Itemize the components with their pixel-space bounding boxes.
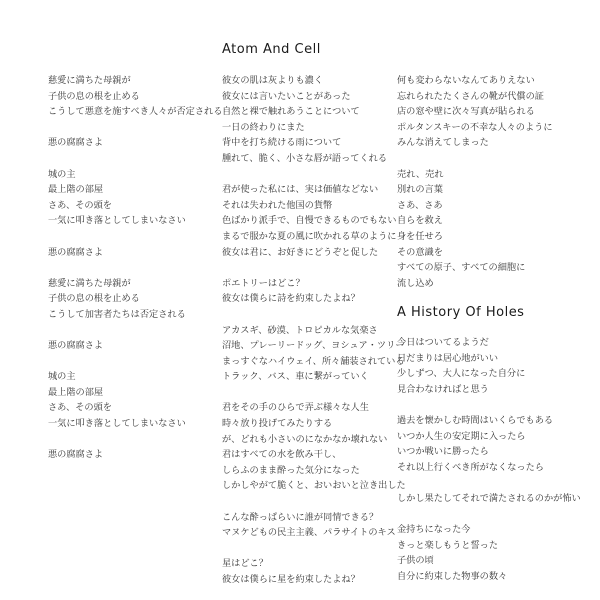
- lyric-line: 売れ、売れ: [397, 168, 444, 180]
- stanza-break: [48, 229, 208, 245]
- lyric-line: 慈愛に満ちた母親が: [48, 277, 131, 289]
- lyric-line: 沼地、プレーリードッグ、ヨシュア・ツリー: [222, 340, 405, 352]
- stanza-break: [397, 397, 572, 413]
- stanza-break: [222, 541, 392, 557]
- lyric-line: まるで服かな夏の風に吹かれる草のように: [222, 230, 397, 242]
- lyrics-column-1: [48, 73, 223, 463]
- lyric-line: 慈愛に満ちた母親が: [48, 75, 131, 86]
- song-title-atom-and-cell: Atom And Cell: [222, 42, 321, 57]
- lyric-line: さあ、その頭を: [48, 402, 112, 414]
- lyric-line: 彼女は君に、お好きにどうぞと促した: [222, 246, 379, 258]
- lyric-line: 背中を打ち続ける雨について: [222, 137, 342, 149]
- lyric-line: 今日はついてるようだ: [397, 337, 489, 348]
- stanza-break: [48, 260, 208, 276]
- lyric-line: まっすぐなハイウェイ、所々舗装されている: [222, 355, 405, 367]
- lyric-line: 君はすべての水を飲み干し、: [222, 449, 342, 461]
- stanza-break: [222, 494, 392, 510]
- lyric-line: 彼女は僕らに詩を約束したよね？: [222, 293, 360, 305]
- lyric-line: 君が使った私には、実は価値などない: [222, 184, 379, 196]
- lyric-line: 一日の終わりにまた: [222, 121, 305, 133]
- lyric-line: 過去を懐かしむ時間はいくらでもある: [397, 414, 554, 426]
- lyric-line: 星はどこ？: [222, 558, 268, 570]
- lyric-line: 腫れて、脆く、小さな唇が語ってくれる: [222, 152, 388, 164]
- stanza-break: [222, 167, 392, 183]
- lyric-line: いつか戦いに勝ったら: [397, 446, 489, 458]
- lyric-line: 彼女には言いたいことがあった: [222, 90, 351, 102]
- lyric-line: すべての原子、すべての細胞に: [397, 262, 526, 274]
- lyric-line: 金持ちになった今: [397, 524, 471, 536]
- lyric-line: 何も変わらないなんてありえない: [397, 75, 535, 86]
- lyric-line: いつか人生の安定期に入ったら: [397, 430, 526, 442]
- lyric-line: みんな消えてしまった: [397, 137, 489, 149]
- lyric-line: さあ、さあ: [397, 199, 443, 211]
- stanza-break: [48, 323, 208, 339]
- lyric-line: 悪の腐腐さよ: [48, 137, 104, 149]
- lyric-line: それは失われた他国の貨幣: [222, 199, 333, 211]
- lyric-line: アカスギ、砂漠、トロピカルな気楽さ: [222, 324, 378, 336]
- stanza-break: [222, 307, 392, 323]
- lyric-line: 彼女の肌は灰よりも濃く: [222, 75, 324, 86]
- stanza-break: [397, 475, 572, 491]
- lyric-line: さあ、その頭を: [48, 199, 112, 211]
- stanza-break: [48, 151, 208, 167]
- lyric-line: マヌケどもの民主主義、パラサイトのキス: [222, 527, 396, 539]
- lyric-line: 店の窓や壁に次々写真が貼られる: [397, 106, 535, 118]
- lyric-line: 一気に叩き落としてしまいなさい: [48, 215, 186, 227]
- stanza-break: [222, 260, 392, 276]
- stanza-break: [397, 151, 572, 167]
- lyric-line: トラック、バス、車に繋がっていく: [222, 371, 369, 383]
- lyrics-column-3b: [397, 335, 581, 585]
- lyric-line: こんな酔っぱらいに誰が同情できる？: [222, 511, 379, 523]
- lyric-line: 忘れられたたくさんの靴が代償の証: [397, 90, 544, 102]
- lyrics-column-3: [397, 73, 572, 291]
- stanza-break: [48, 120, 208, 136]
- stanza-break: [48, 354, 208, 370]
- lyric-line: 子供の息の根を止める: [48, 293, 140, 305]
- lyric-line: きっと楽しもうと誓った: [397, 539, 499, 551]
- lyric-line: 日だまりは居心地がいい: [397, 352, 499, 364]
- lyric-line: 自分に約束した物事の数々: [397, 570, 508, 582]
- lyric-line: 流し込め: [397, 277, 434, 289]
- lyric-line: ポエトリーはどこ？: [222, 277, 305, 289]
- lyric-line: 城の主: [48, 371, 76, 383]
- lyric-line: その意識を: [397, 246, 443, 258]
- lyric-line: 少しずつ、大人になった自分に: [397, 368, 526, 380]
- lyric-line: 時々放り投げてみたりする: [222, 418, 333, 430]
- lyric-line: 君をその手のひらで弄ぶ様々な人生: [222, 402, 369, 414]
- lyric-line: こうして悪意を施すべき人々が否定される: [48, 106, 223, 118]
- song-title-a-history-of-holes: A History Of Holes: [397, 305, 525, 320]
- lyric-line: が、どれも小さいのになかなか壊れない: [222, 433, 388, 445]
- lyric-line: 城の主: [48, 168, 76, 180]
- lyric-line: 身を任せろ: [397, 230, 443, 242]
- lyric-line: 色ばかり派手で、自慢できるものでもない: [222, 215, 397, 227]
- lyric-line: 自らを救え: [397, 215, 443, 227]
- lyric-line: こうして加害者たちは否定される: [48, 308, 186, 320]
- lyric-line: しらふのまま酔った気分になった: [222, 464, 360, 476]
- lyric-line: 見合わなければと思う: [397, 383, 489, 395]
- lyric-line: それ以上行くべき所がなくなったら: [397, 461, 544, 473]
- lyric-line: しかし果たしてそれで満たされるのかが怖い: [397, 492, 581, 504]
- stanza-break: [222, 385, 392, 401]
- lyric-line: 一気に叩き落としてしまいなさい: [48, 418, 186, 430]
- lyrics-column-2: [222, 73, 406, 588]
- lyric-line: 悪の腐腐さよ: [48, 340, 104, 352]
- lyric-line: 彼女は僕らに星を約束したよね？: [222, 574, 360, 585]
- lyric-line: 最上階の部屋: [48, 184, 104, 196]
- lyric-line: 悪の腐腐さよ: [48, 449, 104, 461]
- lyric-line: 別れの言葉: [397, 184, 443, 196]
- stanza-break: [397, 507, 572, 523]
- lyric-line: 子供の息の根を止める: [48, 90, 140, 102]
- lyric-line: ポルタンスキーの不幸な人々のように: [397, 121, 553, 133]
- lyric-line: しかしやがて脆くと、おいおいと泣き出した: [222, 480, 406, 492]
- lyric-line: 悪の腐腐さよ: [48, 246, 104, 258]
- lyric-line: 子供の頃: [397, 555, 434, 567]
- lyric-line: 自然と裸で触れあうことについて: [222, 106, 360, 118]
- stanza-break: [48, 432, 208, 448]
- lyric-line: 最上階の部屋: [48, 386, 104, 398]
